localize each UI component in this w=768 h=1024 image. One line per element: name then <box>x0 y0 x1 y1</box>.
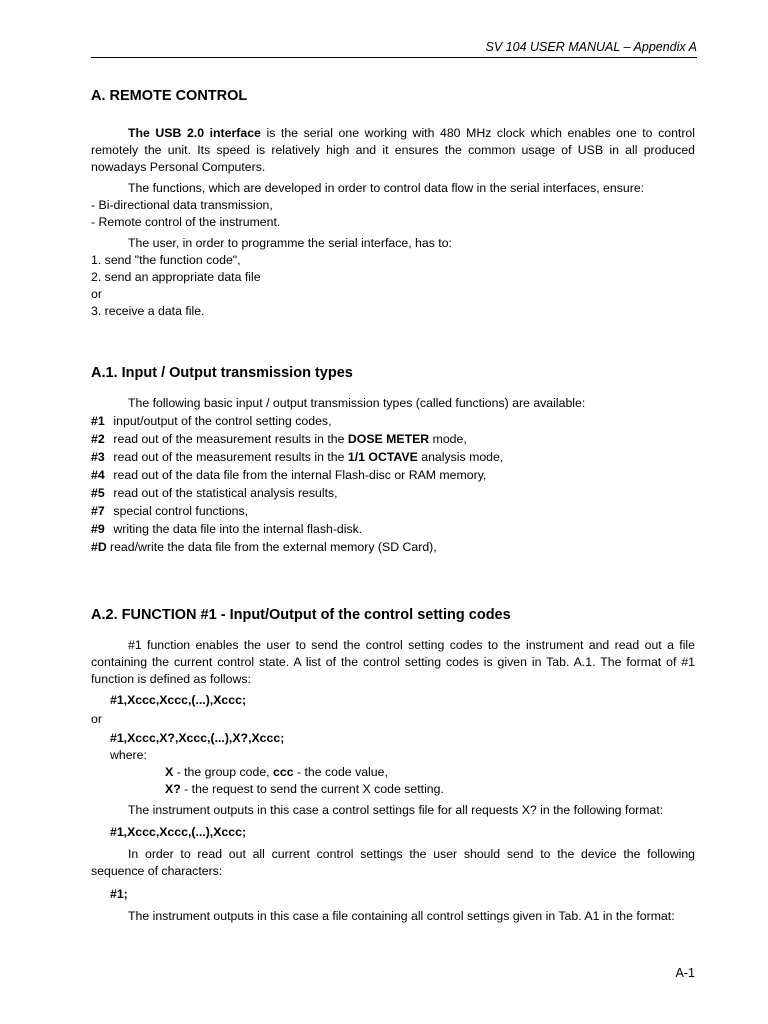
function-code: #3 <box>91 450 105 464</box>
group-code-desc: - the group code, <box>173 765 274 779</box>
where-label: where: <box>110 748 147 762</box>
page-number: A-1 <box>675 966 695 980</box>
function-desc: special control functions, <box>110 504 249 518</box>
function-item <box>91 503 695 520</box>
function-desc: read out of the statistical analysis results, <box>110 486 338 500</box>
or-text: or <box>91 712 102 726</box>
function-item <box>91 539 695 556</box>
group-code-symbol: X <box>165 765 174 779</box>
function-code: #4 <box>91 468 105 482</box>
transmission-intro: The following basic input / output transmission types (called functions) are available: <box>128 396 586 410</box>
request-desc: - the request to send the current X code setting. <box>180 782 444 796</box>
function-item <box>91 431 695 448</box>
read-all-paragraph: In order to read out all current control settings the user should send to the device the following sequence of characters: <box>91 847 695 878</box>
function-code: #D <box>91 540 107 554</box>
function-item <box>91 521 695 538</box>
section-title-transmission-types: A.1. Input / Output transmission types <box>91 365 353 381</box>
function-code: #9 <box>91 522 105 536</box>
section-a1-body <box>91 395 695 556</box>
where-x-item <box>91 764 695 781</box>
function-code: #1 <box>91 414 105 428</box>
ensure-item-1: - Bi-directional data transmission, <box>91 198 273 212</box>
programme-paragraph: The user, in order to programme the serial interface, has to: <box>128 236 452 250</box>
code-format-2: #1,Xccc,X?,Xccc,(...),X?,Xccc; <box>110 731 285 745</box>
function-1-title: A.2. FUNCTION #1 <box>91 607 217 623</box>
header-rule <box>91 57 697 58</box>
function-desc: read out of the measurement results in the <box>110 450 348 464</box>
where-xq-item <box>91 781 695 798</box>
code-format-1: #1,Xccc,Xccc,(...),Xccc; <box>110 693 247 707</box>
code-value-desc: - the code value, <box>293 765 388 779</box>
code-format-3: #1,Xccc,Xccc,(...),Xccc; <box>110 825 247 839</box>
function-item <box>91 467 695 484</box>
step-or: or <box>91 287 102 301</box>
running-header: SV 104 USER MANUAL – Appendix A <box>485 40 697 54</box>
function-desc-end: mode, <box>429 432 467 446</box>
mode-name: 1/1 OCTAVE <box>347 450 418 464</box>
step-3: 3. receive a data file. <box>91 304 205 318</box>
outputs-all-paragraph: The instrument outputs in this case a file containing all control settings given in Tab. A1 in the format: <box>128 909 675 923</box>
usb-interface-term: The USB 2.0 interface <box>128 126 261 140</box>
function-code: #7 <box>91 504 105 518</box>
function-code: #2 <box>91 432 105 446</box>
functions-paragraph: The functions, which are developed in order to control data flow in the serial interfaces, ensure: <box>128 181 645 195</box>
function-desc: read out of the measurement results in the <box>110 432 348 446</box>
code-value-symbol: ccc <box>273 765 294 779</box>
function-1-subtitle: - Input/Output of the control setting codes <box>216 607 511 623</box>
ensure-item-2: - Remote control of the instrument. <box>91 215 281 229</box>
step-1: 1. send "the function code", <box>91 253 241 267</box>
function-item <box>91 485 695 502</box>
outputs-paragraph: The instrument outputs in this case a control settings file for all requests X? in the following format: <box>128 803 664 817</box>
function-desc: read out of the data file from the internal Flash-disc or RAM memory, <box>110 468 487 482</box>
section-title-function-1 <box>91 605 511 625</box>
request-symbol: X? <box>165 782 181 796</box>
function-item <box>91 449 695 466</box>
mode-name: DOSE METER <box>347 432 430 446</box>
section-a-body <box>91 125 695 320</box>
usb-paragraph <box>91 125 695 176</box>
section-a2-body <box>91 637 695 925</box>
section-title-remote-control: A. REMOTE CONTROL <box>91 88 248 104</box>
function-item <box>91 413 695 430</box>
function-desc: writing the data file into the internal flash-disk. <box>110 522 363 536</box>
usb-paragraph-text: is the serial one working with 480 MHz clock which enables one to control remotely the unit. Its speed is relatively high and it ensures the common usage of USB in all produced nowadays Personal Computers. <box>91 126 695 174</box>
function-desc: read/write the data file from the external memory (SD Card), <box>110 540 437 554</box>
function-code: #5 <box>91 486 105 500</box>
function-desc-end: analysis mode, <box>417 450 504 464</box>
code-format-4: #1; <box>110 887 128 901</box>
function-1-paragraph: #1 function enables the user to send the control setting codes to the instrument and read out a file containing the current control state. A list of the control setting codes is given in Tab. A.1. The format of #1 function is defined as follows: <box>91 638 695 686</box>
step-2: 2. send an appropriate data file <box>91 270 261 284</box>
function-desc: input/output of the control setting codes, <box>110 414 332 428</box>
